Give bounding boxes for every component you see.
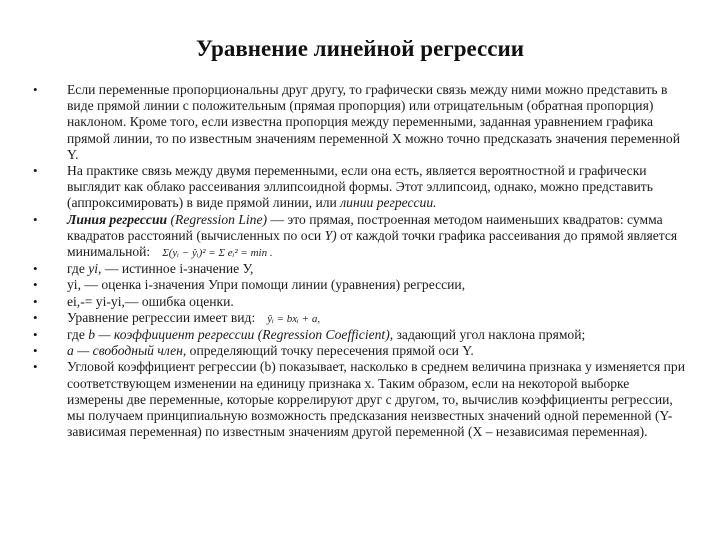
- bullet-item: [30, 343, 686, 359]
- bullet-text: где: [67, 261, 89, 277]
- bullet-item: [30, 163, 686, 212]
- variable: b — коэффициент регрессии (Regression Coefficient),: [88, 327, 394, 343]
- bullet-item: [30, 261, 686, 277]
- bullet-text: — это прямая, построенная методом наименьших квадратов: сумма квадратов расстояний (вычисленных по оси: [67, 211, 663, 243]
- bullet-text: определяющий точку пересечения прямой оси Y.: [186, 343, 474, 359]
- regression-equation: ŷᵢ = bxᵢ + a,: [267, 312, 321, 325]
- bullet-item: [30, 212, 686, 262]
- slide-content: [30, 82, 686, 440]
- bullet-item: [30, 359, 686, 440]
- variable: а — свободный член,: [67, 343, 187, 359]
- bullet-item: [30, 327, 686, 343]
- bullet-list: [30, 82, 686, 440]
- bullet-text: ei,-= yi-yi,— ошибка оценки.: [67, 293, 234, 309]
- bullet-text: Уравнение регрессии имеет вид:: [67, 309, 256, 325]
- bullet-text: от каждой точки графика рассеивания до прямой является минимальной:: [67, 227, 678, 260]
- term-english: (Regression Line): [170, 211, 268, 227]
- bullet-item: [30, 310, 686, 327]
- bullet-item: [30, 82, 686, 163]
- bullet-item: [30, 294, 686, 310]
- least-squares-formula: Σ(yᵢ − ŷᵢ)² = Σ eᵢ² = min .: [162, 247, 273, 260]
- bullet-text: где: [67, 327, 89, 343]
- bullet-item: [30, 277, 686, 293]
- term-regression-line: Линия регрессии: [67, 211, 168, 227]
- slide-title: Уравнение линейной регрессии: [196, 36, 524, 61]
- bullet-text: Если переменные пропорциональны друг другу, то графически связь между ними можно представить в виде прямой линии с положительным (прямая пропорция) или отрицательным (обратная пропорция) наклоном. Кроме того, если известна пропорция между переменными, заданная уравнением графика прямой линии, то по известным значениям переменной X можно точно предсказать значения переменной Y.: [67, 82, 680, 162]
- axis-label: Y): [324, 227, 337, 243]
- bullet-text: На практике связь между двумя переменными, если она есть, является вероятностной и графически выглядит как облако рассеивания эллипсоидной формы. Этот эллипсоид, однако, можно представить (аппроксимировать) в виде прямой линии, или: [67, 163, 653, 211]
- regression-line-term: линии регрессии.: [340, 195, 437, 211]
- bullet-text: задающий угол наклона прямой;: [393, 327, 586, 343]
- bullet-text: yi, — оценка i-значения Упри помощи линии (уравнения) регрессии,: [67, 277, 466, 293]
- bullet-text: — истинное i-значение У,: [101, 261, 254, 277]
- bullet-text: Угловой коэффициент регрессии (b) показывает, насколько в среднем величина признака у изменяется при соответствующем изменении на единицу признака х. Таким образом, если на некоторой выборке измерены две переменные, которые коррелируют друг с другом, то, вычислив коэффициенты регрессии, мы получаем принципиальную возможность предсказания неизвестных значений одной переменной (Y- зависимая переменная) по известным значениям другой переменной (X – независимая переменная).: [67, 359, 685, 440]
- variable: yi,: [88, 261, 102, 277]
